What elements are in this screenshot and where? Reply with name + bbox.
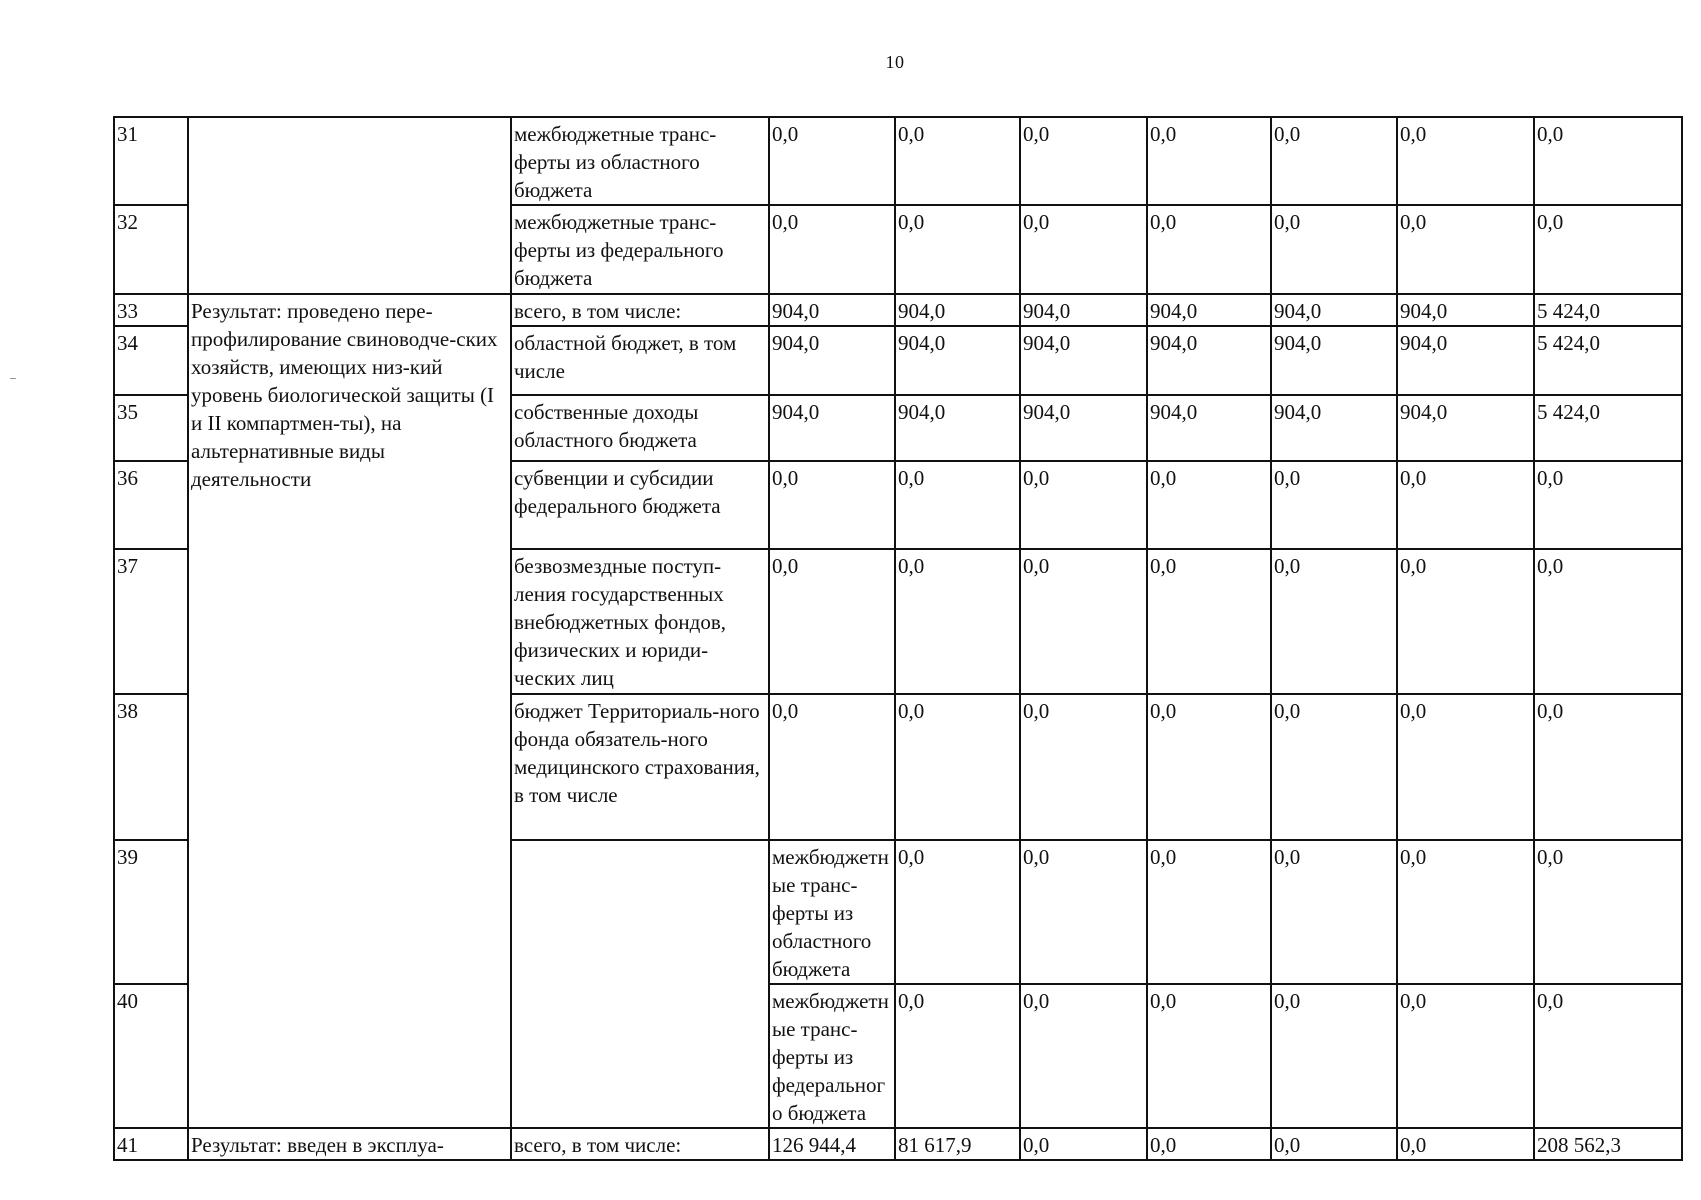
value-cell: 0,0 bbox=[1534, 549, 1682, 694]
result-description: Результат: проведено пере-профилирование свиноводче-ских хозяйств, имеющих низ-кий уровень биологической защиты (I и II компартмен-ты), на альтернативные виды деятельности bbox=[188, 294, 511, 1128]
value-cell: 0,0 bbox=[769, 205, 895, 294]
value-cell: 0,0 bbox=[1271, 840, 1397, 984]
value-cell: 0,0 bbox=[769, 117, 895, 205]
value-cell: 904,0 bbox=[1397, 326, 1534, 395]
row-label: межбюджетные транс-ферты из федерального бюджета bbox=[511, 205, 769, 294]
value-cell: 5 424,0 bbox=[1534, 294, 1682, 326]
row-number: 31 bbox=[114, 117, 188, 205]
value-cell: 0,0 bbox=[1020, 549, 1147, 694]
value-cell: 0,0 bbox=[1271, 205, 1397, 294]
value-cell: 5 424,0 bbox=[1534, 326, 1682, 395]
value-cell: 904,0 bbox=[1147, 395, 1271, 461]
row-number: 37 bbox=[114, 549, 188, 694]
value-cell: 0,0 bbox=[1020, 840, 1147, 984]
value-cell: 0,0 bbox=[1534, 117, 1682, 205]
row-number: 35 bbox=[114, 395, 188, 461]
value-cell: 0,0 bbox=[1397, 205, 1534, 294]
value-cell: 208 562,3 bbox=[1534, 1128, 1682, 1160]
value-cell: 0,0 bbox=[1271, 1128, 1397, 1160]
value-cell: 0,0 bbox=[1020, 205, 1147, 294]
table-row bbox=[114, 1128, 1682, 1160]
value-cell: 0,0 bbox=[1147, 549, 1271, 694]
scan-artifact bbox=[10, 378, 16, 379]
value-cell: 0,0 bbox=[895, 984, 1020, 1128]
value-cell: 0,0 bbox=[895, 117, 1020, 205]
budget-table bbox=[113, 116, 1683, 1161]
value-cell: 0,0 bbox=[1534, 205, 1682, 294]
value-cell: 0,0 bbox=[1271, 461, 1397, 549]
value-cell: 904,0 bbox=[1271, 395, 1397, 461]
row-label: собственные доходы областного бюджета bbox=[511, 395, 769, 461]
value-cell: 904,0 bbox=[1271, 326, 1397, 395]
value-cell: 0,0 bbox=[1271, 694, 1397, 840]
value-cell: 0,0 bbox=[1534, 840, 1682, 984]
value-cell: 904,0 bbox=[895, 294, 1020, 326]
value-cell: 0,0 bbox=[769, 461, 895, 549]
value-cell: 0,0 bbox=[769, 694, 895, 840]
value-cell: 0,0 bbox=[769, 549, 895, 694]
row-label: областной бюджет, в том числе bbox=[511, 326, 769, 395]
value-cell: 0,0 bbox=[1020, 117, 1147, 205]
value-cell: 904,0 bbox=[895, 326, 1020, 395]
group-label bbox=[188, 117, 511, 205]
row-number: 39 bbox=[114, 840, 188, 984]
value-cell: 0,0 bbox=[1147, 694, 1271, 840]
value-cell: 0,0 bbox=[1397, 984, 1534, 1128]
value-cell: 0,0 bbox=[895, 840, 1020, 984]
value-cell: 0,0 bbox=[1534, 694, 1682, 840]
result-description: Результат: введен в эксплуа- bbox=[188, 1128, 511, 1160]
value-cell: 0,0 bbox=[1020, 984, 1147, 1128]
value-cell: 904,0 bbox=[769, 294, 895, 326]
value-cell: 81 617,9 bbox=[895, 1128, 1020, 1160]
row-number: 34 bbox=[114, 326, 188, 395]
value-cell: 904,0 bbox=[1397, 395, 1534, 461]
value-cell: 0,0 bbox=[895, 461, 1020, 549]
row-number: 33 bbox=[114, 294, 188, 326]
value-cell: 0,0 bbox=[1397, 461, 1534, 549]
value-cell: 904,0 bbox=[1020, 294, 1147, 326]
row-number: 40 bbox=[114, 984, 188, 1128]
row-label: всего, в том числе: bbox=[511, 1128, 769, 1160]
value-cell: 0,0 bbox=[1020, 694, 1147, 840]
value-cell: 0,0 bbox=[1147, 461, 1271, 549]
row-label: межбюджетные транс-ферты из областного бюджета bbox=[511, 117, 769, 205]
row-number: 32 bbox=[114, 205, 188, 294]
value-cell: 0,0 bbox=[1397, 549, 1534, 694]
row-number: 38 bbox=[114, 694, 188, 840]
group-continuation bbox=[511, 840, 769, 984]
value-cell: 904,0 bbox=[769, 395, 895, 461]
value-cell: 904,0 bbox=[1147, 326, 1271, 395]
value-cell: 0,0 bbox=[1397, 117, 1534, 205]
row-label: бюджет Территориаль-ного фонда обязатель-ного медицинского страхования, в том числе bbox=[511, 694, 769, 840]
row-label: всего, в том числе: bbox=[511, 294, 769, 326]
value-cell: 0,0 bbox=[1147, 1128, 1271, 1160]
value-cell: 126 944,4 bbox=[769, 1128, 895, 1160]
group-label bbox=[188, 205, 511, 294]
value-cell: 0,0 bbox=[1271, 984, 1397, 1128]
value-cell: 904,0 bbox=[769, 326, 895, 395]
value-cell: 0,0 bbox=[895, 549, 1020, 694]
value-cell: 0,0 bbox=[1271, 117, 1397, 205]
value-cell: 904,0 bbox=[1020, 326, 1147, 395]
row-label: субвенции и субсидии федерального бюджета bbox=[511, 461, 769, 549]
value-cell: 0,0 bbox=[1147, 840, 1271, 984]
value-cell: 0,0 bbox=[1147, 205, 1271, 294]
value-cell: 0,0 bbox=[1534, 984, 1682, 1128]
row-number: 36 bbox=[114, 461, 188, 549]
value-cell: 0,0 bbox=[1271, 549, 1397, 694]
row-label: безвозмездные поступ-ления государственных внебюджетных фондов, физических и юриди-ческих лиц bbox=[511, 549, 769, 694]
value-cell: 904,0 bbox=[895, 395, 1020, 461]
value-cell: 0,0 bbox=[1397, 1128, 1534, 1160]
page-number: 10 bbox=[885, 52, 905, 72]
value-cell: 904,0 bbox=[1020, 395, 1147, 461]
row-label: межбюджетные транс-ферты из областного бюджета bbox=[769, 840, 895, 984]
value-cell: 0,0 bbox=[1020, 461, 1147, 549]
value-cell: 0,0 bbox=[1397, 840, 1534, 984]
value-cell: 0,0 bbox=[1534, 461, 1682, 549]
value-cell: 0,0 bbox=[1147, 984, 1271, 1128]
value-cell: 904,0 bbox=[1147, 294, 1271, 326]
value-cell: 904,0 bbox=[1271, 294, 1397, 326]
value-cell: 0,0 bbox=[1147, 117, 1271, 205]
row-number: 41 bbox=[114, 1128, 188, 1160]
value-cell: 0,0 bbox=[895, 205, 1020, 294]
row-label: межбюджетные транс-ферты из федерального бюджета bbox=[769, 984, 895, 1128]
value-cell: 0,0 bbox=[1020, 1128, 1147, 1160]
value-cell: 904,0 bbox=[1397, 294, 1534, 326]
value-cell: 0,0 bbox=[1397, 694, 1534, 840]
value-cell: 0,0 bbox=[895, 694, 1020, 840]
group-continuation bbox=[511, 984, 769, 1128]
table-row bbox=[114, 294, 1682, 326]
value-cell: 5 424,0 bbox=[1534, 395, 1682, 461]
table-row bbox=[114, 117, 1682, 205]
table-row bbox=[114, 205, 1682, 294]
